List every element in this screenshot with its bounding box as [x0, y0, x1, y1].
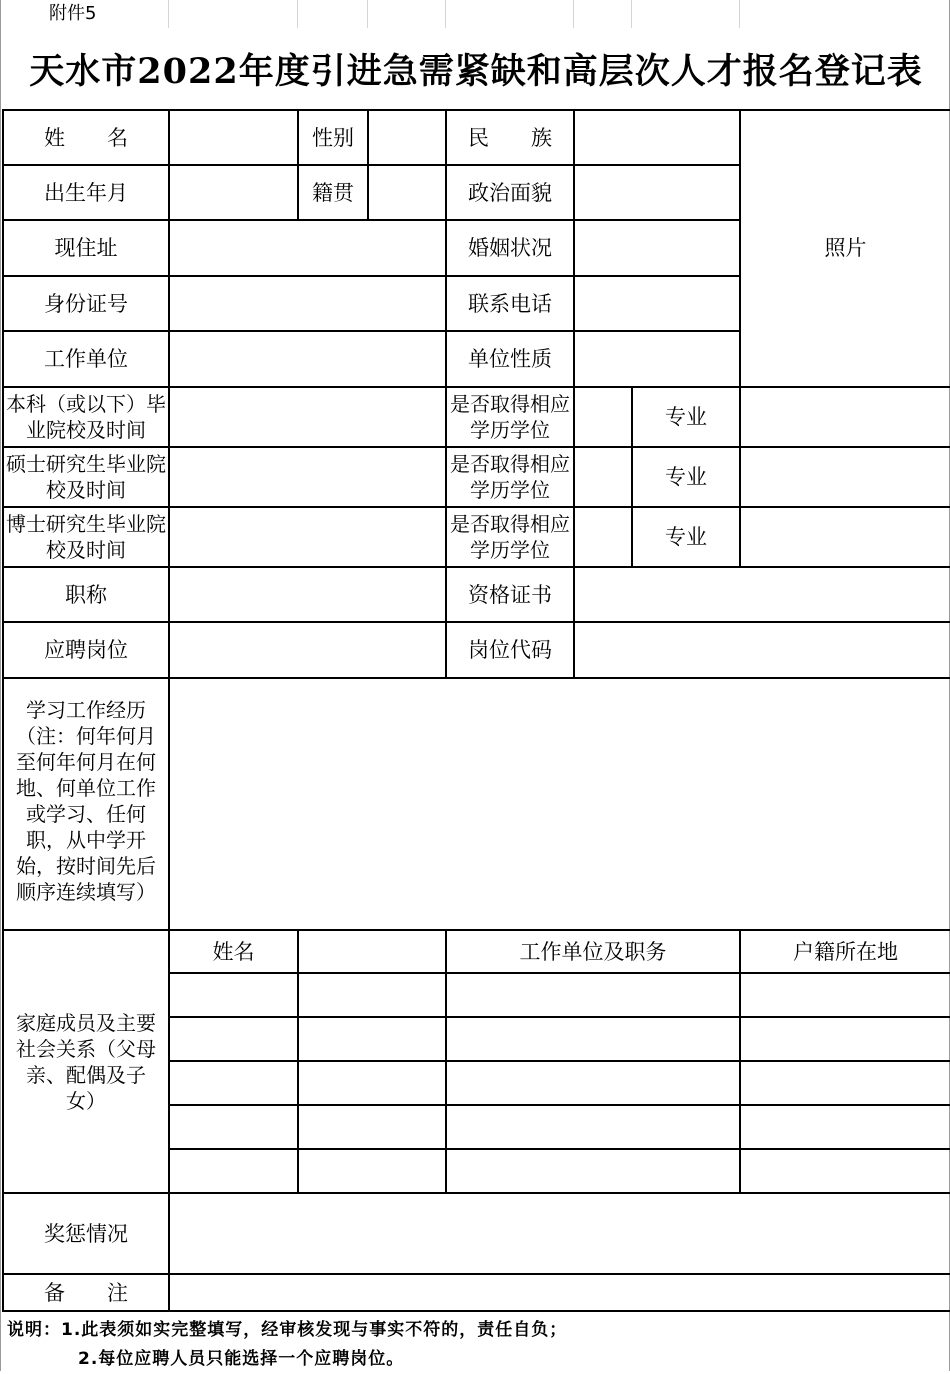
input-master-degree[interactable] — [574, 447, 632, 507]
label-id-number: 身份证号 — [3, 276, 169, 331]
input-marital-status[interactable] — [574, 220, 740, 276]
family-cell[interactable] — [740, 1105, 950, 1149]
family-header-work: 工作单位及职务 — [446, 930, 740, 973]
family-cell[interactable] — [169, 1061, 298, 1105]
label-doctor-degree: 是否取得相应学历学位 — [446, 507, 574, 567]
label-employer: 工作单位 — [3, 331, 169, 387]
label-bachelor-major: 专业 — [632, 387, 740, 447]
input-native-place[interactable] — [368, 165, 446, 220]
label-ethnicity: 民 族 — [446, 110, 574, 165]
label-applied-position: 应聘岗位 — [3, 622, 169, 678]
sheet-gridline — [573, 0, 574, 28]
input-doctor-major[interactable] — [740, 507, 950, 567]
label-native-place: 籍贯 — [298, 165, 368, 220]
family-cell[interactable] — [298, 1105, 446, 1149]
label-certificate: 资格证书 — [446, 567, 574, 622]
family-cell[interactable] — [446, 1061, 740, 1105]
input-applied-position[interactable] — [169, 622, 446, 678]
family-cell[interactable] — [740, 973, 950, 1017]
family-cell[interactable] — [298, 1061, 446, 1105]
input-doctor-degree[interactable] — [574, 507, 632, 567]
sheet-gridline — [445, 0, 446, 28]
family-cell[interactable] — [169, 1149, 298, 1193]
label-experience: 学习工作经历（注：何年何月至何年何月在何地、何单位工作或学习、任何职，从中学开始，按时间先后顺序连续填写） — [3, 678, 169, 930]
input-rewards[interactable] — [169, 1193, 950, 1274]
family-cell[interactable] — [446, 1105, 740, 1149]
instruction-line-2: 2.每位应聘人员只能选择一个应聘岗位。 — [78, 1349, 405, 1369]
input-phone[interactable] — [574, 276, 740, 331]
label-master-major: 专业 — [632, 447, 740, 507]
family-header-name: 姓名 — [169, 930, 298, 973]
label-title-rank: 职称 — [3, 567, 169, 622]
label-position-code: 岗位代码 — [446, 622, 574, 678]
label-marital-status: 婚姻状况 — [446, 220, 574, 276]
family-cell[interactable] — [298, 1017, 446, 1061]
family-cell[interactable] — [446, 1017, 740, 1061]
input-gender[interactable] — [368, 110, 446, 165]
label-master-school: 硕士研究生毕业院校及时间 — [3, 447, 169, 507]
input-birth[interactable] — [169, 165, 298, 220]
input-id-number[interactable] — [169, 276, 446, 331]
label-name: 姓 名 — [3, 110, 169, 165]
input-certificate[interactable] — [574, 567, 950, 622]
input-experience[interactable] — [169, 678, 950, 930]
instructions — [7, 1316, 567, 1374]
input-position-code[interactable] — [574, 622, 950, 678]
label-birth: 出生年月 — [3, 165, 169, 220]
label-political-status: 政治面貌 — [446, 165, 574, 220]
input-political-status[interactable] — [574, 165, 740, 220]
input-employer[interactable] — [169, 331, 446, 387]
family-cell[interactable] — [740, 1017, 950, 1061]
input-name[interactable] — [169, 110, 298, 165]
input-master-major[interactable] — [740, 447, 950, 507]
label-phone: 联系电话 — [446, 276, 574, 331]
input-bachelor-degree[interactable] — [574, 387, 632, 447]
instruction-line-1: 说明：1.此表须如实完整填写，经审核发现与事实不符的，责任自负； — [7, 1320, 568, 1340]
photo-box[interactable]: 照片 — [740, 110, 950, 387]
input-ethnicity[interactable] — [574, 110, 740, 165]
label-bachelor-school: 本科（或以下）毕业院校及时间 — [3, 387, 169, 447]
input-address[interactable] — [169, 220, 446, 276]
family-cell[interactable] — [740, 1149, 950, 1193]
sheet-gridline — [739, 0, 740, 28]
registration-form-table — [2, 109, 950, 1312]
input-bachelor-major[interactable] — [740, 387, 950, 447]
family-cell[interactable] — [169, 1105, 298, 1149]
input-remarks[interactable] — [169, 1274, 950, 1311]
input-title-rank[interactable] — [169, 567, 446, 622]
label-address: 现住址 — [3, 220, 169, 276]
label-master-degree: 是否取得相应学历学位 — [446, 447, 574, 507]
family-cell[interactable] — [446, 973, 740, 1017]
family-header-hukou: 户籍所在地 — [740, 930, 950, 973]
form-title: 天水市2022年度引进急需紧缺和高层次人才报名登记表 — [29, 51, 923, 92]
family-cell[interactable] — [169, 973, 298, 1017]
sheet-gridline — [631, 0, 632, 28]
input-employer-type[interactable] — [574, 331, 740, 387]
family-cell[interactable] — [298, 973, 446, 1017]
family-cell[interactable] — [298, 1149, 446, 1193]
sheet-gridline — [168, 0, 169, 28]
family-cell[interactable] — [169, 1017, 298, 1061]
input-master-school[interactable] — [169, 447, 446, 507]
label-gender: 性别 — [298, 110, 368, 165]
label-doctor-school: 博士研究生毕业院校及时间 — [3, 507, 169, 567]
sheet-gridline — [297, 0, 298, 28]
label-family: 家庭成员及主要社会关系（父母亲、配偶及子女） — [3, 930, 169, 1193]
label-employer-type: 单位性质 — [446, 331, 574, 387]
sheet-gridline — [367, 0, 368, 28]
label-remarks: 备 注 — [3, 1274, 169, 1311]
attachment-label: 附件5 — [49, 3, 97, 24]
label-rewards: 奖惩情况 — [3, 1193, 169, 1274]
input-doctor-school[interactable] — [169, 507, 446, 567]
input-bachelor-school[interactable] — [169, 387, 446, 447]
family-cell[interactable] — [446, 1149, 740, 1193]
label-doctor-major: 专业 — [632, 507, 740, 567]
label-bachelor-degree: 是否取得相应学历学位 — [446, 387, 574, 447]
family-cell[interactable] — [740, 1061, 950, 1105]
family-header-blank — [298, 930, 446, 973]
